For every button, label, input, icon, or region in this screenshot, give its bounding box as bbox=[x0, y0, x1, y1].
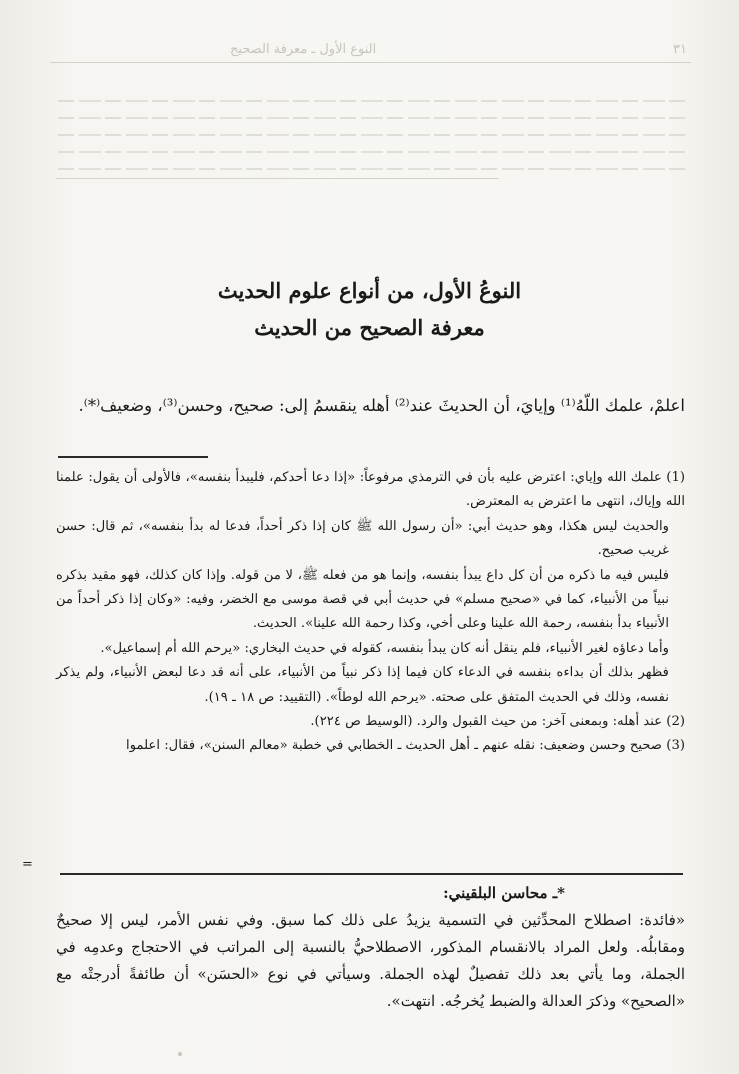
show-through-text bbox=[56, 88, 685, 185]
show-through-rule bbox=[56, 178, 499, 179]
show-through-header bbox=[50, 42, 691, 63]
bulqini-text: «فائدة: اصطلاح المحدِّثين في التسمية يزيدُ على ذلك كما سبق. وفي نفس الأمر، ليس إلا صحيحٌ ومقابلُه. ولعل المراد بالانقسام المذكور، الاصطلاحيُّ بالنسبة إلى المراتب في الاحتجاج وعدمِه في الجملة، وما يأتي بعد ذلك تفصيلٌ لهذه الجملة. وسيأتي في نوع «الحسَن» أن طائفةً أدرجتْه مع «الصحيح» وذكرَ العدالة والضبط يُخرجُه. انتهت». bbox=[56, 911, 685, 1010]
footnotes bbox=[56, 466, 685, 759]
footnote-1-para-4: وأما دعاؤه لغير الأنبياء، فلم ينقل أنه كان يبدأ بنفسه، كقوله في حديث البخاري: «يرحم الله أم إسماعيل». bbox=[100, 640, 669, 656]
footnote-1-para-2: والحديث ليس هكذا، وهو حديث أبي: «أن رسول الله ﷺ كان إذا ذكر أحداً، فدعا له بدأ بنفسه»، ثم قال: حسن غريب صحيح. bbox=[56, 518, 669, 559]
show-through-running-title: النوع الأول ـ معرفة الصحيح bbox=[230, 42, 377, 57]
main-text: اعلمْ، علمك اللّهُ⁽¹⁾ وإيايَ، أن الحديثَ عند⁽²⁾ أهله ينقسمُ إلى: صحيح، وحسن⁽³⁾، وضعيف⁽*⁾. bbox=[78, 396, 685, 415]
footnote-3: (3) صحيح وحسن وضعيف: نقله عنهم ـ أهل الحديث ـ الخطابي في خطبة «معالم السنن»، فقال: اعلموا bbox=[126, 738, 685, 754]
chapter-title: النوعُ الأول، من أنواع علوم الحديث bbox=[217, 278, 522, 303]
bulqini-note bbox=[56, 880, 685, 1015]
continuation-mark: = bbox=[22, 857, 33, 872]
chapter-subtitle: معرفة الصحيح من الحديث bbox=[254, 315, 485, 340]
bulqini-heading: *ـ محاسن البلقيني: bbox=[443, 884, 565, 902]
footnote-1-para-3: فليس فيه ما ذكره من أن كل داع يبدأ بنفسه، وإنما هو من فعله ﷺ، لا من قوله. وإذا كان كذلك، فهو مقيد بذكره نبياً من الأنبياء، كما في «صحيح مسلم» في حديث أبي في قصة موسى مع الخضر، وفيه: «وكان إذا ذكر أحداً من الأنبياء بدأ بنفسه، رحمة الله علينا وعلى أخي، وكذا رحمة الله علينا». الحديث. bbox=[56, 567, 669, 632]
show-through-page-number: ٣١ bbox=[673, 42, 687, 57]
footnote-rule bbox=[58, 456, 208, 458]
footnote-2: (2) عند أهله: وبمعنى آخر: من حيث القبول والرد. (الوسيط ص ٢٢٤). bbox=[310, 714, 685, 730]
footnote-1: (1) علمك الله وإياي: اعترض عليه بأن في الترمذي مرفوعاً: «إذا دعا أحدكم، فليبدأ بنفسه»، فالأولى أن يقول: علمنا الله وإياك، انتهى ما اعترض به المعترض. bbox=[56, 470, 685, 510]
chapter-heading bbox=[60, 278, 679, 340]
section-rule bbox=[60, 873, 683, 875]
paper-speck bbox=[178, 1052, 182, 1056]
footnote-1-para-5: فظهر بذلك أن بداءه بنفسه في الدعاء كان فيما إذا ذكر نبياً من الأنبياء، على أنه قد دعا لبعض الأنبياء، ولم يذكر نفسه، وذلك في الحديث المتفق على صحته. «يرحم الله لوطاً». (التقييد: ص ١٨ ـ ١٩). bbox=[56, 665, 669, 705]
